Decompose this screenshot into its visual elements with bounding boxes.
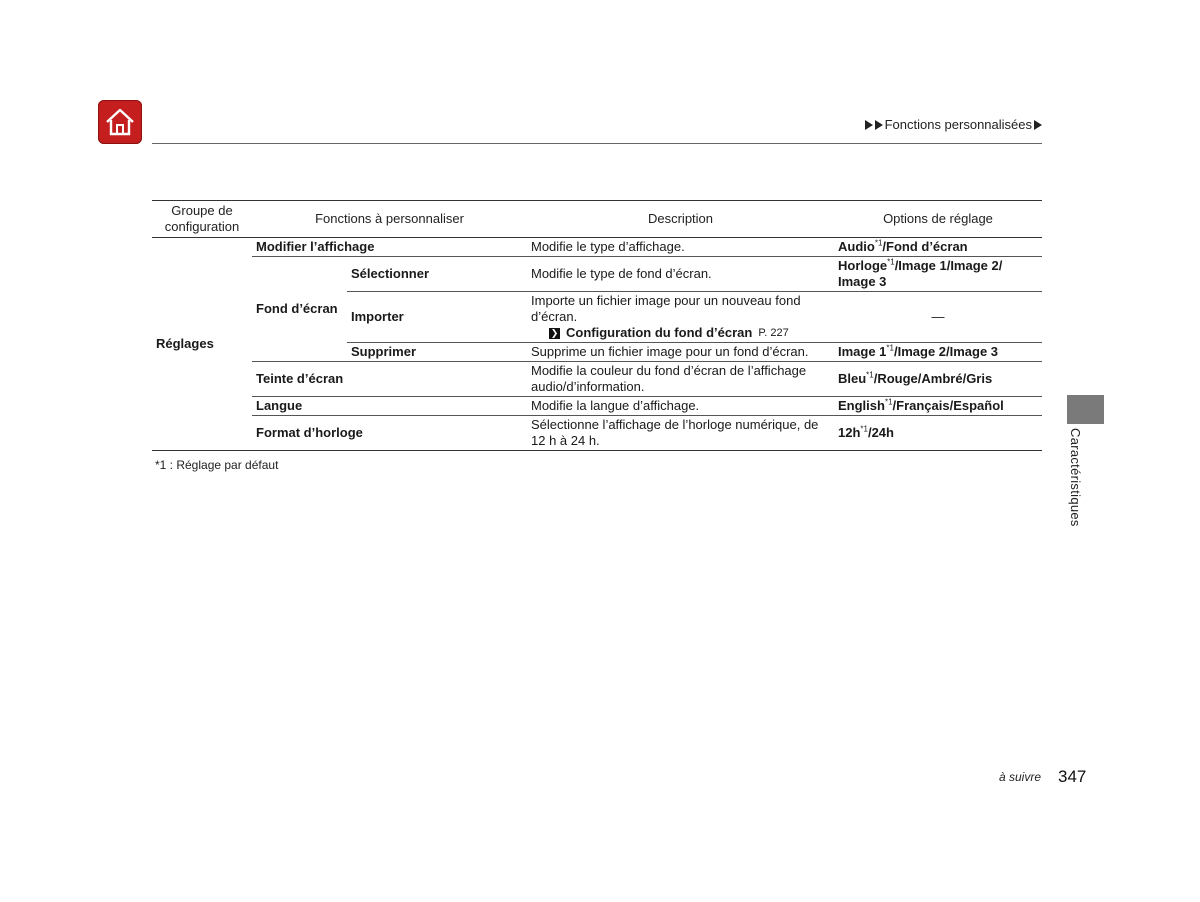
function-cell: Format d’horloge: [252, 416, 527, 451]
footnote: *1 : Réglage par défaut: [155, 458, 279, 472]
table-header-row: [152, 201, 1042, 238]
function-cell: Supprimer: [347, 343, 527, 362]
reference-page: P. 227: [758, 327, 789, 339]
function-cell: Teinte d’écran: [252, 362, 527, 397]
description-cell: [527, 292, 834, 343]
option-default: 12h: [838, 425, 861, 440]
arrow-icon: [875, 120, 883, 130]
description-text: Importe un fichier image pour un nouveau fond d’écran.: [531, 293, 801, 324]
options-cell: —: [834, 292, 1042, 343]
description-cell: Modifie le type d’affichage.: [527, 238, 834, 257]
footnote-ref: *1: [884, 397, 893, 407]
table-row: [152, 257, 1042, 292]
settings-table: [152, 200, 1042, 451]
header-options: Options de réglage: [834, 201, 1042, 238]
option-rest: /Français/Español: [892, 398, 1004, 413]
option-default: Audio: [838, 239, 875, 254]
table-row: [152, 362, 1042, 397]
section-tab-marker[interactable]: [1067, 395, 1104, 424]
footnote-ref: *1: [886, 343, 894, 353]
group-cell: Réglages: [152, 238, 252, 451]
option-default: English: [838, 398, 885, 413]
description-cell: Modifie la langue d’affichage.: [527, 397, 834, 416]
option-rest: /Image 2/Image 3: [893, 344, 999, 359]
function-cell: Sélectionner: [347, 257, 527, 292]
footnote-ref: *1: [874, 238, 883, 248]
parent-function-cell: Fond d’écran: [252, 257, 347, 362]
home-icon: [104, 107, 136, 137]
table-row: [152, 397, 1042, 416]
options-cell: [834, 397, 1042, 416]
options-cell: [834, 362, 1042, 397]
function-cell: Modifier l’affichage: [252, 238, 527, 257]
function-cell: Importer: [347, 292, 527, 343]
footnote-ref: *1: [887, 257, 895, 267]
reference-arrow-icon: ❯: [550, 327, 559, 338]
arrow-icon: [1034, 120, 1042, 130]
option-default: Horloge: [838, 258, 888, 273]
page-number: 347: [1058, 767, 1087, 786]
option-rest: /Image 1/Image 2/ Image 3: [838, 258, 1003, 289]
breadcrumb[interactable]: [865, 117, 1042, 132]
arrow-icon: [865, 120, 873, 130]
header-function: Fonctions à personnaliser: [252, 201, 527, 238]
breadcrumb-label: Fonctions personnalisées: [884, 117, 1032, 132]
option-default: Image 1: [838, 344, 887, 359]
table-row: [152, 416, 1042, 451]
description-cell: Supprime un fichier image pour un fond d’écran.: [527, 343, 834, 362]
home-button[interactable]: [98, 100, 142, 144]
option-default: Bleu: [838, 371, 867, 386]
option-rest: /Fond d’écran: [882, 239, 968, 254]
options-cell: [834, 238, 1042, 257]
header-divider: [152, 143, 1042, 144]
options-cell: [834, 343, 1042, 362]
option-rest: /Rouge/Ambré/Gris: [873, 371, 993, 386]
option-rest: /24h: [867, 425, 894, 440]
section-tab-label: Caractéristiques: [1068, 428, 1083, 527]
continued-label: à suivre: [999, 770, 1042, 784]
header-description: Description: [527, 201, 834, 238]
options-cell: [834, 257, 1042, 292]
footnote-ref: *1: [866, 370, 874, 380]
footnote-ref: *1: [860, 424, 868, 434]
description-cell: Modifie le type de fond d’écran.: [527, 257, 834, 292]
description-cell: Sélectionne l’affichage de l’horloge numérique, de 12 h à 24 h.: [527, 416, 834, 451]
reference-label: Configuration du fond d’écran: [566, 325, 753, 340]
header-group: Groupe de configuration: [152, 201, 252, 238]
function-cell: Langue: [252, 397, 527, 416]
page-reference-link[interactable]: [531, 325, 830, 341]
description-cell: Modifie la couleur du fond d’écran de l’affichage audio/d’information.: [527, 362, 834, 397]
options-cell: [834, 416, 1042, 451]
table-row: [152, 238, 1042, 257]
